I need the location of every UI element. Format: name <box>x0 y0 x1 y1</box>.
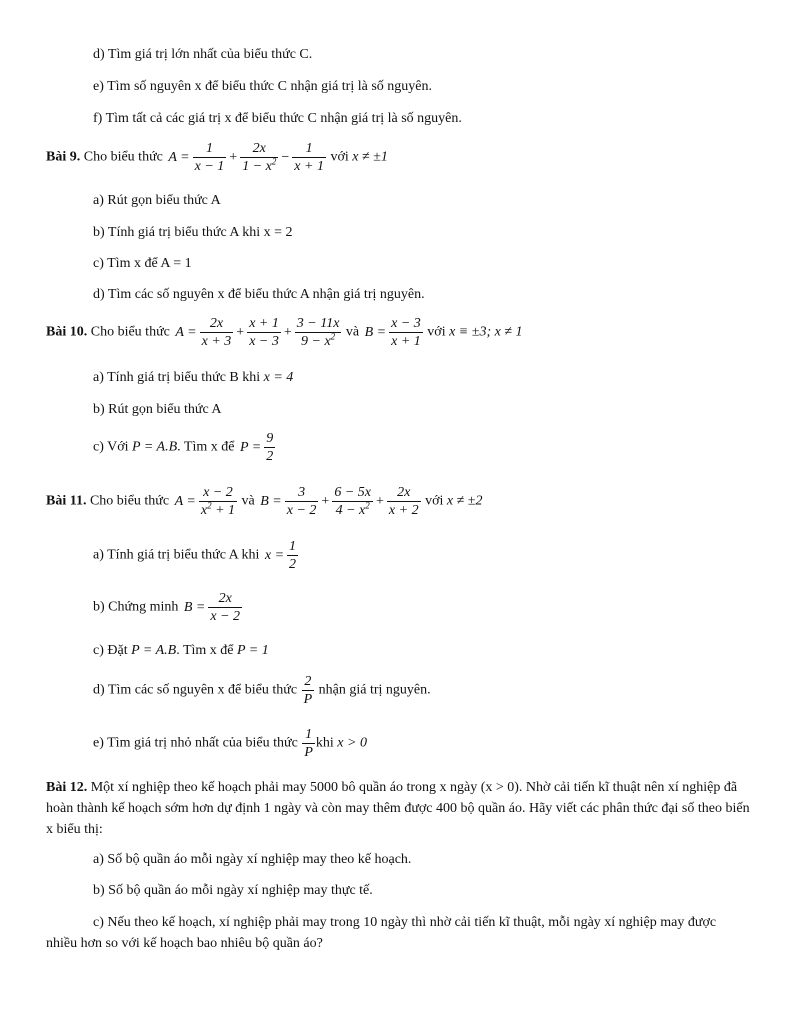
bai11-fraction-1: $\frac{3}{x - 2}$ <box>286 485 317 518</box>
bai9-item-a: a) Rút gọn biểu thức A <box>93 193 221 208</box>
bai10-item-a: a) Tính giá trị biểu thức B khi x = 4 <box>93 370 294 385</box>
prev-item-f: f) Tìm tất cả các giá trị x để biểu thức C nhận giá trị là số nguyên. <box>93 111 462 126</box>
bai9-intro: Cho biểu thức <box>83 149 163 165</box>
bai10-B-eq: B = <box>364 324 387 340</box>
bai11-B-eq: B = <box>260 493 282 509</box>
bai11-and: và <box>241 493 255 509</box>
bai12-item-b: b) Số bộ quần áo mỗi ngày xí nghiệp may thực tế. <box>93 883 373 898</box>
bai11-fraction-1-over-P: $\frac{1}{P}$ <box>304 727 313 760</box>
bai12-item-a: a) Số bộ quần áo mỗi ngày xí nghiệp may theo kế hoạch. <box>93 852 412 867</box>
prev-item-e: e) Tìm số nguyên x để biểu thức C nhận giá trị là số nguyên. <box>93 79 432 94</box>
bai10-item-b: b) Rút gọn biểu thức A <box>93 402 222 417</box>
bai9-item-b: b) Tính giá trị biểu thức A khi x = 2 <box>93 225 293 240</box>
bai11-label: Bài 11. <box>46 493 87 509</box>
bai9-statement: Bài 9. Cho biểu thức A = $\frac{1}{x - 1}$ + $\frac{2x}{1 - x^2}$ − $\frac{1}{x + 1}$ với x ≠ ±1 <box>46 141 388 174</box>
prev-item-d: d) Tìm giá trị lớn nhất của biểu thức C. <box>93 47 313 62</box>
bai9-fraction-3: $\frac{1}{x + 1}$ <box>294 141 324 174</box>
bai9-condition: x ≠ ±1 <box>352 149 388 165</box>
bai11-fraction-B-proof: $\frac{2x}{x - 2}$ <box>210 591 241 624</box>
bai11-fraction-2-over-P: $\frac{2}{P}$ <box>303 674 313 707</box>
bai10-fraction-2: $\frac{x + 1}{x - 3}$ <box>249 316 279 349</box>
bai10-condition: x ≡ ±3; x ≠ 1 <box>449 324 523 340</box>
bai12-item-c: c) Nếu theo kế hoạch, xí nghiệp phải may trong 10 ngày thì nhờ cải tiến kĩ thuật, mỗi ngày xí nghiệp may được nhiều hơn so với kế hoạch bao nhiêu bộ quần áo? <box>46 915 717 951</box>
bai9-item-c: c) Tìm x để A = 1 <box>93 256 192 271</box>
bai11-intro: Cho biểu thức <box>89 493 170 509</box>
bai10-fraction-3: $\frac{3 - 11x}{9 - x^2}$ <box>296 316 340 349</box>
bai11-fraction-3: $\frac{2x}{x + 2}$ <box>388 485 419 518</box>
bai9-with: với <box>330 149 349 165</box>
bai9-label: Bài 9. <box>46 149 81 165</box>
bai9-fraction-2: $\frac{2x}{1 - x^2}$ <box>242 141 277 174</box>
bai12-label: Bài 12. <box>46 780 88 795</box>
bai11-item-a: a) Tính giá trị biểu thức A khi x = $\frac{1}{2}$ <box>93 539 297 572</box>
bai11-condition: x ≠ ±2 <box>446 493 483 509</box>
bai11-item-e: e) Tìm giá trị nhỏ nhất của biểu thức $\frac{1}{P}$ khi x > 0 <box>93 727 367 760</box>
bai11-item-c: c) Đặt P = A.B. Tìm x để P = 1 <box>93 643 269 658</box>
bai10-item-c: c) Với P = A.B. Tìm x để P = $\frac{9}{2}$ <box>93 431 274 464</box>
bai11-statement: Bài 11. Cho biểu thức A = $\frac{x - 2}{x^2 + 1}$ và B = $\frac{3}{x - 2}$ + $\frac{6 - 5x}{4 - x^2}$ + $\frac{2x}{x + 2}$ với x ≠ ±2 <box>46 485 483 518</box>
bai12-statement <box>46 777 750 840</box>
bai11-item-d: d) Tìm các số nguyên x để biểu thức $\frac{2}{P}$ nhận giá trị nguyên. <box>93 674 431 707</box>
bai9-item-d: d) Tìm các số nguyên x để biểu thức A nhận giá trị nguyên. <box>93 287 425 302</box>
bai10-statement: Bài 10. Cho biểu thức A = $\frac{2x}{x + 3}$ + $\frac{x + 1}{x - 3}$ + $\frac{3 - 11x}{9 - x^2}$ và B = $\frac{x - 3}{x + 1}$ với x ≡ ±3; x ≠ 1 <box>46 316 523 349</box>
bai10-intro: Cho biểu thức <box>90 324 170 340</box>
bai10-with: với <box>427 324 446 340</box>
bai11-fraction-A: $\frac{x - 2}{x^2 + 1}$ <box>200 485 236 518</box>
bai10-fraction-P: $\frac{9}{2}$ <box>266 431 274 464</box>
bai11-fraction-half: $\frac{1}{2}$ <box>289 539 297 572</box>
bai10-fraction-B: $\frac{x - 3}{x + 1}$ <box>391 316 421 349</box>
bai11-A-eq: A = <box>174 493 196 509</box>
bai9-A-eq: A = <box>168 149 190 165</box>
bai11-item-b: b) Chứng minh B = $\frac{2x}{x - 2}$ <box>93 591 241 624</box>
bai10-A-eq: A = <box>175 324 197 340</box>
bai9-fraction-1: $\frac{1}{x - 1}$ <box>194 141 225 174</box>
bai11-fraction-2: $\frac{6 - 5x}{4 - x^2}$ <box>334 485 371 518</box>
bai11-with: với <box>425 493 444 509</box>
bai10-label: Bài 10. <box>46 324 88 340</box>
bai10-and: và <box>345 324 360 340</box>
bai10-fraction-1: $\frac{2x}{x + 3}$ <box>201 316 232 349</box>
bai12-text: Một xí nghiệp theo kế hoạch phải may 5000 bô quần áo trong x ngày (x > 0). Nhờ cải tiến kĩ thuật nên xí nghiệp đã hoàn thành kế hoạch sớm hơn dự định 1 ngày và còn may thêm được 400 bộ quần áo. Hãy viết các phân thức đại số theo biến x biểu thị: <box>46 780 750 837</box>
